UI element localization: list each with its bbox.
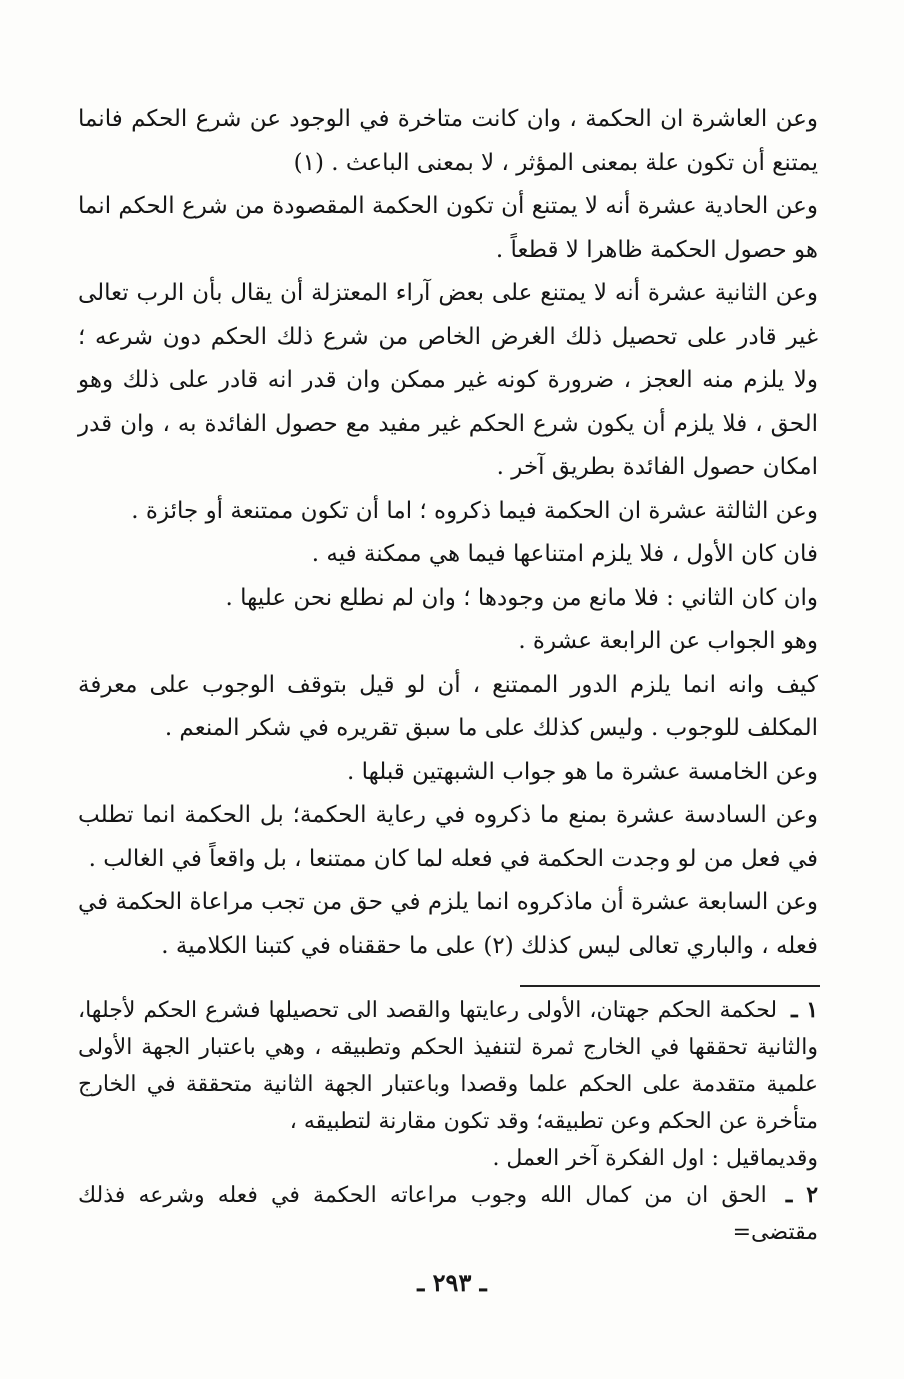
paragraph-sixteenth: وعن السادسة عشرة بمنع ما ذكروه في رعاية الحكمة؛ بل الحكمة انما تطلب في فعل من لو وجدت الحكمة في فعله لما كان ممتنعا ، بل واقعاً في الغالب . (78, 802, 818, 872)
footnote-text: لحكمة الحكم جهتان، الأولى رعايتها والقصد الى تحصيلها فشرع الحكم لأجلها، والثانية تحققها في الخارج ثمرة لتنفيذ الحكم وتطبيقه ، وهي باعتبار الجهة الأولى علمية متقدمة على الحكم علما وقصدا وباعتبار الجهة الثانية متحققة في الخارج متأخرة عن الحكم وعن تطبيقه؛ وقد تكون مقارنة لتطبيقه ، (78, 998, 818, 1134)
footnote-1-continuation (78, 1140, 818, 1177)
footnote-marker: ١ ـ (791, 997, 819, 1023)
paragraph-thirteenth: وعن الثالثة عشرة ان الحكمة فيما ذكروه ؛ اما أن تكون ممتنعة أو جائزة . (131, 497, 818, 524)
footnote-2 (78, 1177, 818, 1251)
main-text-block (78, 98, 818, 968)
footnote-marker: ٢ ـ (785, 1182, 819, 1208)
paragraph-circularity: كيف وانه انما يلزم الدور الممتنع ، أن لو قيل بتوقف الوجوب على معرفة المكلف للوجوب . وليس كذلك على ما سبق تقريره في شكر المنعم . (78, 671, 818, 741)
footnote-text: وقديماقيل : اول الفكرة آخر العمل . (492, 1146, 818, 1171)
paragraph-fifteenth: وعن الخامسة عشرة ما هو جواب الشبهتين قبلها . (346, 758, 818, 785)
paragraph-fourteenth: وهو الجواب عن الرابعة عشرة . (518, 628, 818, 654)
footnote-1 (78, 992, 818, 1140)
paragraph-second-case: وان كان الثاني : فلا مانع من وجودها ؛ وان لم نطلع نحن عليها . (225, 584, 818, 611)
paragraph-eleventh: وعن الحادية عشرة أنه لا يمتنع أن تكون الحكمة المقصودة من شرع الحكم انما هو حصول الحكمة ظاهرا لا قطعاً . (78, 193, 818, 263)
paragraph-tenth: وعن العاشرة ان الحكمة ، وان كانت متاخرة في الوجود عن شرع الحكم فانما يمتنع أن تكون علة بمعنى المؤثر ، لا بمعنى الباعث . (١) (78, 106, 818, 176)
page-number: ـ ٢٩٣ ـ (417, 1268, 487, 1297)
paragraph-seventeenth: وعن السابعة عشرة أن ماذكروه انما يلزم في حق من تجب مراعاة الحكمة في فعله ، والباري تعالى ليس كذلك (٢) على ما حققناه في كتبنا الكلامية . (78, 889, 818, 959)
paragraph-first-case: فان كان الأول ، فلا يلزم امتناعها فيما هي ممكنة فيه . (311, 541, 818, 567)
footnote-text: الحق ان من كمال الله وجوب مراعاته الحكمة في فعله وشرعه فذلك مقتضى= (78, 1183, 818, 1245)
footnote-divider (520, 985, 820, 987)
paragraph-twelfth: وعن الثانية عشرة أنه لا يمتنع على بعض آراء المعتزلة أن يقال بأن الرب تعالى غير قادر على تحصيل ذلك الغرض الخاص من شرع ذلك الحكم دون شرعه ؛ ولا يلزم منه العجز ، ضرورة كونه غير ممكن وان قدر انه قادر على ذلك وهو الحق ، فلا يلزم أن يكون شرع الحكم غير مفيد مع حصول الفائدة به ، وان قدر امكان حصول الفائدة بطريق آخر . (78, 280, 818, 480)
footnotes-block (78, 992, 818, 1251)
